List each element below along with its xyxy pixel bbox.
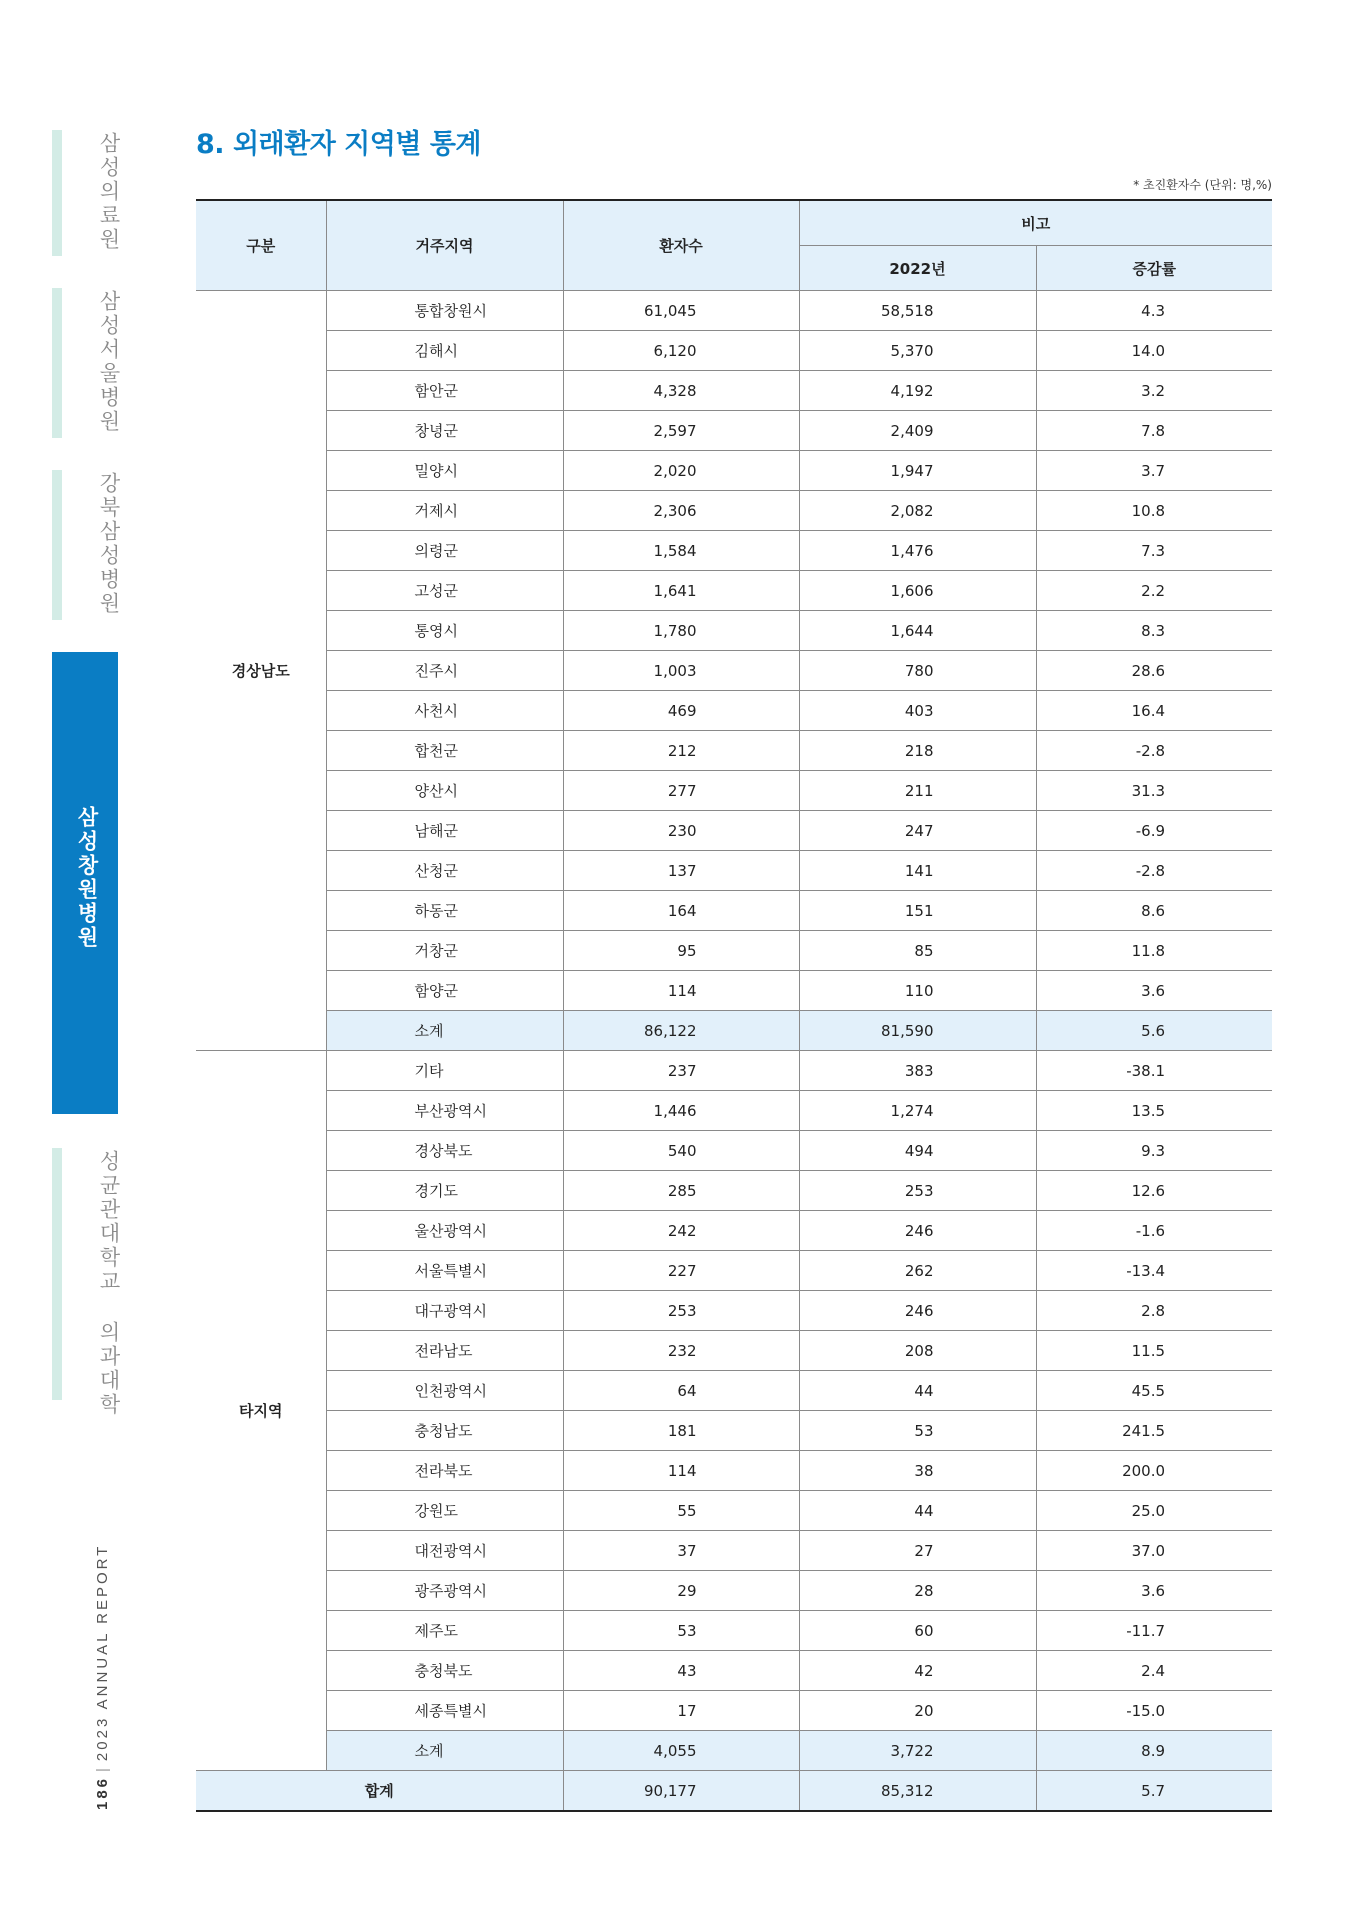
region-name-cell: 광주광역시 [326,1571,563,1611]
year-2022-cell: 141 [799,851,1036,891]
table-row [196,291,1272,331]
change-rate-cell: 2.8 [1036,1291,1272,1331]
table-row [196,1331,1272,1371]
year-2022-cell: 27 [799,1531,1036,1571]
subtotal-label: 소계 [326,1731,563,1771]
patients-cell: 64 [563,1371,799,1411]
region-name-cell: 합천군 [326,731,563,771]
table-row [196,811,1272,851]
patients-cell: 2,020 [563,451,799,491]
table-row [196,651,1272,691]
change-rate-cell: -2.8 [1036,731,1272,771]
table-row [196,891,1272,931]
table-row [196,1491,1272,1531]
patients-cell: 469 [563,691,799,731]
change-rate-cell: 45.5 [1036,1371,1272,1411]
region-name-cell: 세종특별시 [326,1691,563,1731]
region-name-cell: 인천광역시 [326,1371,563,1411]
table-row [196,1611,1272,1651]
change-rate-cell: 241.5 [1036,1411,1272,1451]
table-row [196,611,1272,651]
total-2022: 85,312 [799,1771,1036,1812]
region-name-cell: 통합창원시 [326,291,563,331]
region-name-cell: 창녕군 [326,411,563,451]
region-name-cell: 충청남도 [326,1411,563,1451]
year-2022-cell: 44 [799,1491,1036,1531]
total-change: 5.7 [1036,1771,1272,1812]
patients-cell: 2,597 [563,411,799,451]
sidebar-item-kangbuk-samsung-hospital[interactable]: 강북삼성병원 [97,472,121,616]
region-name-cell: 함양군 [326,971,563,1011]
table-row [196,1291,1272,1331]
subtotal-label: 소계 [326,1011,563,1051]
change-rate-cell: 28.6 [1036,651,1272,691]
year-2022-cell: 262 [799,1251,1036,1291]
region-name-cell: 전라남도 [326,1331,563,1371]
year-2022-cell: 1,947 [799,451,1036,491]
change-rate-cell: 3.7 [1036,451,1272,491]
year-2022-cell: 28 [799,1571,1036,1611]
table-row [196,931,1272,971]
patients-cell: 55 [563,1491,799,1531]
patients-cell: 1,780 [563,611,799,651]
sidebar-bar [52,470,62,620]
table-row [196,491,1272,531]
region-name-cell: 양산시 [326,771,563,811]
year-2022-cell: 403 [799,691,1036,731]
change-rate-cell: 8.3 [1036,611,1272,651]
change-rate-cell: 14.0 [1036,331,1272,371]
table-row [196,451,1272,491]
change-rate-cell: 3.6 [1036,971,1272,1011]
patients-cell: 114 [563,971,799,1011]
year-2022-cell: 780 [799,651,1036,691]
table-row [196,691,1272,731]
year-2022-cell: 383 [799,1051,1036,1091]
group-label: 경상남도 [196,291,326,1051]
region-name-cell: 대전광역시 [326,1531,563,1571]
table-row [196,1091,1272,1131]
table-row [196,1051,1272,1091]
patients-cell: 43 [563,1651,799,1691]
region-name-cell: 산청군 [326,851,563,891]
patients-cell: 1,584 [563,531,799,571]
page-number: 186 [94,1775,111,1810]
table-row [196,1131,1272,1171]
change-rate-cell: -38.1 [1036,1051,1272,1091]
table-body [196,291,1272,1812]
table-row [196,1451,1272,1491]
region-name-cell: 경기도 [326,1171,563,1211]
region-name-cell: 의령군 [326,531,563,571]
patients-cell: 230 [563,811,799,851]
year-2022-cell: 5,370 [799,331,1036,371]
table-row [196,331,1272,371]
change-rate-cell: 25.0 [1036,1491,1272,1531]
header-remarks: 비고 [799,200,1272,246]
table-row [196,971,1272,1011]
table-row [196,851,1272,891]
year-2022-cell: 38 [799,1451,1036,1491]
change-rate-cell: 10.8 [1036,491,1272,531]
region-name-cell: 진주시 [326,651,563,691]
patients-cell: 95 [563,931,799,971]
region-name-cell: 통영시 [326,611,563,651]
report-name: 2023 ANNUAL REPORT [94,1543,111,1762]
region-name-cell: 고성군 [326,571,563,611]
change-rate-cell: 7.3 [1036,531,1272,571]
change-rate-cell: 11.8 [1036,931,1272,971]
year-2022-cell: 53 [799,1411,1036,1451]
change-rate-cell: 31.3 [1036,771,1272,811]
change-rate-cell: 3.2 [1036,371,1272,411]
subtotal-row [196,1731,1272,1771]
region-name-cell: 제주도 [326,1611,563,1651]
change-rate-cell: -11.7 [1036,1611,1272,1651]
change-rate-cell: 4.3 [1036,291,1272,331]
change-rate-cell: 16.4 [1036,691,1272,731]
region-name-cell: 남해군 [326,811,563,851]
region-name-cell: 전라북도 [326,1451,563,1491]
year-2022-cell: 1,274 [799,1091,1036,1131]
change-rate-cell: -6.9 [1036,811,1272,851]
page-footer [94,1544,111,1810]
patients-cell: 37 [563,1531,799,1571]
subtotal-row [196,1011,1272,1051]
page-title: 8. 외래환자 지역별 통계 [196,129,481,160]
patients-cell: 242 [563,1211,799,1251]
table-row [196,571,1272,611]
sidebar-bar [52,130,62,256]
region-name-cell: 강원도 [326,1491,563,1531]
table-row [196,1411,1272,1451]
subtotal-patients: 86,122 [563,1011,799,1051]
patients-cell: 540 [563,1131,799,1171]
patients-cell: 61,045 [563,291,799,331]
table-row [196,771,1272,811]
table-row [196,371,1272,411]
change-rate-cell: 7.8 [1036,411,1272,451]
patients-cell: 1,446 [563,1091,799,1131]
change-rate-cell: -13.4 [1036,1251,1272,1291]
region-name-cell: 거제시 [326,491,563,531]
sidebar-item-samsung-changwon-hospital[interactable]: 삼성창원병원 [75,806,99,950]
year-2022-cell: 218 [799,731,1036,771]
header-category: 구분 [196,200,326,291]
subtotal-2022: 81,590 [799,1011,1036,1051]
total-row [196,1771,1272,1812]
table-row [196,1211,1272,1251]
patients-cell: 164 [563,891,799,931]
header-region: 거주지역 [326,200,563,291]
year-2022-cell: 1,606 [799,571,1036,611]
change-rate-cell: -15.0 [1036,1691,1272,1731]
sidebar-item-samsung-medical-center[interactable]: 삼성의료원 [97,132,121,252]
change-rate-cell: -1.6 [1036,1211,1272,1251]
group-label: 타지역 [196,1051,326,1771]
patients-cell: 17 [563,1691,799,1731]
header-year: 2022년 [799,246,1036,291]
region-name-cell: 충청북도 [326,1651,563,1691]
change-rate-cell: -2.8 [1036,851,1272,891]
year-2022-cell: 2,409 [799,411,1036,451]
region-name-cell: 서울특별시 [326,1251,563,1291]
patients-cell: 232 [563,1331,799,1371]
patients-cell: 285 [563,1171,799,1211]
year-2022-cell: 151 [799,891,1036,931]
region-name-cell: 울산광역시 [326,1211,563,1251]
sidebar-item-samsung-seoul-hospital[interactable]: 삼성서울병원 [97,290,121,434]
table-row [196,1531,1272,1571]
outpatient-region-table [196,199,1272,1812]
year-2022-cell: 211 [799,771,1036,811]
year-2022-cell: 1,644 [799,611,1036,651]
region-name-cell: 경상북도 [326,1131,563,1171]
total-patients: 90,177 [563,1771,799,1812]
table-row [196,1171,1272,1211]
year-2022-cell: 85 [799,931,1036,971]
sidebar-bar [52,1148,62,1400]
patients-cell: 237 [563,1051,799,1091]
subtotal-2022: 3,722 [799,1731,1036,1771]
year-2022-cell: 246 [799,1291,1036,1331]
year-2022-cell: 20 [799,1691,1036,1731]
year-2022-cell: 60 [799,1611,1036,1651]
year-2022-cell: 110 [799,971,1036,1011]
year-2022-cell: 247 [799,811,1036,851]
patients-cell: 181 [563,1411,799,1451]
patients-cell: 277 [563,771,799,811]
region-name-cell: 부산광역시 [326,1091,563,1131]
year-2022-cell: 2,082 [799,491,1036,531]
change-rate-cell: 3.6 [1036,1571,1272,1611]
table-row [196,411,1272,451]
unit-note: * 초진환자수 (단위: 명,%) [1133,178,1272,192]
change-rate-cell: 200.0 [1036,1451,1272,1491]
patients-cell: 53 [563,1611,799,1651]
change-rate-cell: 9.3 [1036,1131,1272,1171]
patients-cell: 253 [563,1291,799,1331]
sidebar-item-skku-medicine[interactable]: 성균관대학교 의과대학 [97,1150,121,1417]
year-2022-cell: 246 [799,1211,1036,1251]
patients-cell: 1,641 [563,571,799,611]
patients-cell: 1,003 [563,651,799,691]
region-name-cell: 함안군 [326,371,563,411]
change-rate-cell: 37.0 [1036,1531,1272,1571]
patients-cell: 137 [563,851,799,891]
subtotal-change: 8.9 [1036,1731,1272,1771]
year-2022-cell: 4,192 [799,371,1036,411]
table-row [196,731,1272,771]
change-rate-cell: 2.2 [1036,571,1272,611]
patients-cell: 4,328 [563,371,799,411]
region-name-cell: 기타 [326,1051,563,1091]
change-rate-cell: 8.6 [1036,891,1272,931]
table-row [196,1371,1272,1411]
total-label: 합계 [196,1771,563,1812]
table-row [196,1571,1272,1611]
year-2022-cell: 208 [799,1331,1036,1371]
change-rate-cell: 12.6 [1036,1171,1272,1211]
region-name-cell: 대구광역시 [326,1291,563,1331]
sidebar-bar [52,288,62,438]
year-2022-cell: 1,476 [799,531,1036,571]
header-patients: 환자수 [563,200,799,291]
region-name-cell: 하동군 [326,891,563,931]
region-name-cell: 거창군 [326,931,563,971]
change-rate-cell: 2.4 [1036,1651,1272,1691]
patients-cell: 6,120 [563,331,799,371]
patients-cell: 212 [563,731,799,771]
year-2022-cell: 253 [799,1171,1036,1211]
table-row [196,531,1272,571]
table-row [196,1651,1272,1691]
subtotal-change: 5.6 [1036,1011,1272,1051]
region-name-cell: 사천시 [326,691,563,731]
change-rate-cell: 11.5 [1036,1331,1272,1371]
region-name-cell: 김해시 [326,331,563,371]
year-2022-cell: 58,518 [799,291,1036,331]
year-2022-cell: 494 [799,1131,1036,1171]
patients-cell: 227 [563,1251,799,1291]
patients-cell: 2,306 [563,491,799,531]
footer-separator: | [94,1765,111,1772]
year-2022-cell: 42 [799,1651,1036,1691]
change-rate-cell: 13.5 [1036,1091,1272,1131]
header-change: 증감률 [1036,246,1272,291]
table-row [196,1251,1272,1291]
table-row [196,1691,1272,1731]
subtotal-patients: 4,055 [563,1731,799,1771]
patients-cell: 114 [563,1451,799,1491]
patients-cell: 29 [563,1571,799,1611]
year-2022-cell: 44 [799,1371,1036,1411]
region-name-cell: 밀양시 [326,451,563,491]
